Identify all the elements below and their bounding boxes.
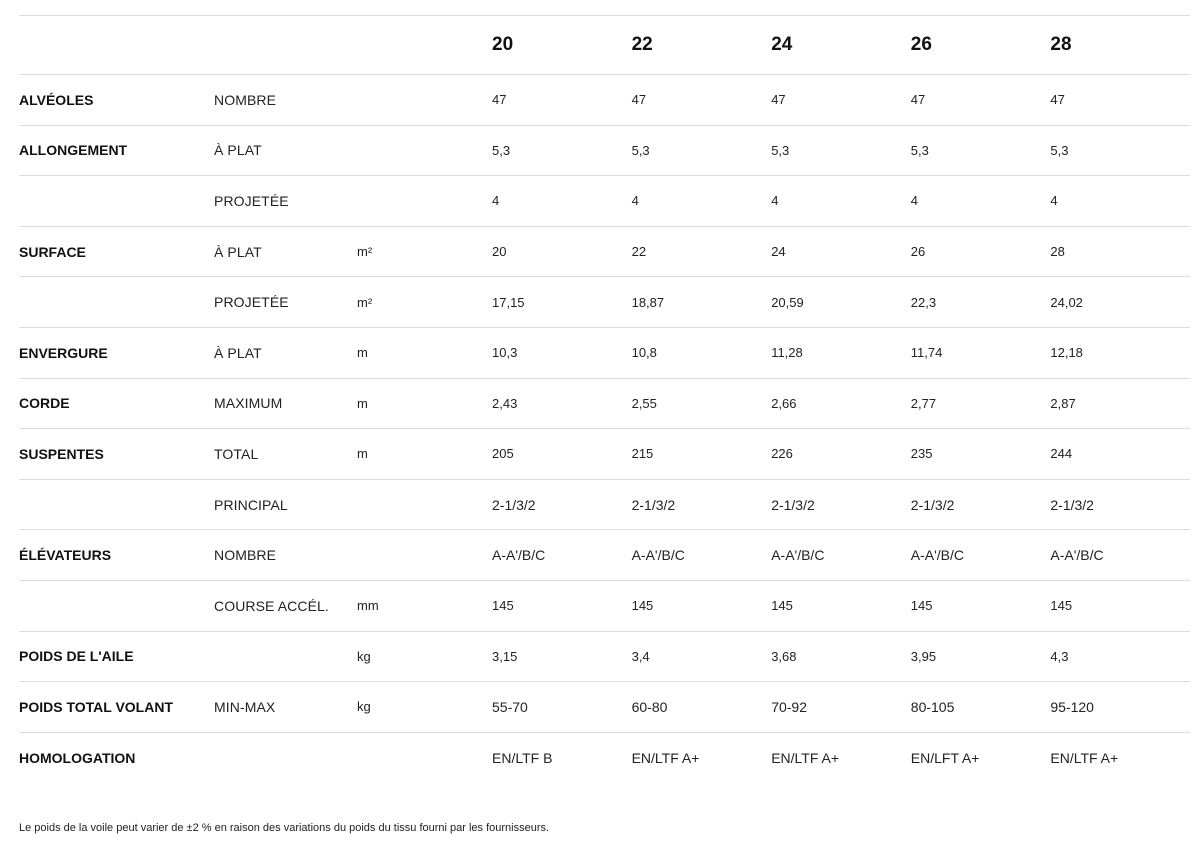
size-header-row <box>19 16 1190 75</box>
value-cell: 24 <box>771 244 786 260</box>
table-row <box>19 277 1190 328</box>
value-cell: 2-1/3/2 <box>1050 496 1094 513</box>
value-cell: 22 <box>631 244 647 260</box>
value-cell: 17,15 <box>492 294 525 310</box>
value-cell: 2-1/3/2 <box>771 496 815 513</box>
table-row <box>19 479 1190 530</box>
value-cell: 205 <box>492 446 514 462</box>
row-label <box>19 580 214 631</box>
value-cell: 5,3 <box>631 142 650 158</box>
row-label: ALLONGEMENT <box>19 142 128 159</box>
value-cell: EN/LTF A+ <box>771 749 840 766</box>
value-cell: 2,55 <box>631 395 657 411</box>
row-unit: m <box>357 446 368 462</box>
row-label <box>19 176 214 227</box>
row-sublabel <box>214 732 357 783</box>
value-cell: 5,3 <box>771 142 790 158</box>
value-cell: 145 <box>1050 598 1073 614</box>
value-cell: 60-80 <box>631 698 668 715</box>
value-cell: 4,3 <box>1050 648 1069 664</box>
value-cell: 4 <box>771 193 779 209</box>
value-cell: 47 <box>910 92 926 108</box>
size-header: 28 <box>1050 34 1072 55</box>
value-cell: 55-70 <box>492 698 528 715</box>
value-cell: 11,28 <box>771 345 803 361</box>
value-cell: 70-92 <box>771 698 807 715</box>
row-label: POIDS DE L'AILE <box>19 648 134 665</box>
row-label: CORDE <box>19 395 70 412</box>
row-unit: kg <box>357 699 371 715</box>
row-sublabel: À PLAT <box>214 344 262 361</box>
row-label: HOMOLOGATION <box>19 749 136 766</box>
value-cell: 244 <box>1050 446 1073 462</box>
value-cell: 2-1/3/2 <box>910 496 955 513</box>
value-cell: EN/LTF A+ <box>631 749 700 766</box>
value-cell: 10,3 <box>492 345 518 361</box>
table-row <box>19 226 1190 277</box>
row-label: ÉLÉVATEURS <box>19 547 112 564</box>
row-unit: m² <box>357 244 373 260</box>
row-label <box>19 277 214 328</box>
value-cell: 4 <box>492 193 500 209</box>
row-unit <box>357 530 492 581</box>
row-sublabel: COURSE ACCÉL. <box>214 597 329 614</box>
size-header: 22 <box>631 34 653 55</box>
value-cell: A-A'/B/C <box>631 547 685 564</box>
value-cell: 2-1/3/2 <box>492 496 536 513</box>
value-cell: 215 <box>631 446 654 462</box>
row-unit <box>357 479 492 530</box>
table-row <box>19 631 1190 682</box>
value-cell: 20,59 <box>771 294 804 310</box>
row-unit: m² <box>357 294 373 310</box>
value-cell: 26 <box>910 244 926 260</box>
row-sublabel: NOMBRE <box>214 91 277 108</box>
value-cell: 235 <box>910 446 933 462</box>
specifications-table <box>19 15 1190 783</box>
row-label: POIDS TOTAL VOLANT <box>19 698 174 715</box>
row-sublabel: MAXIMUM <box>214 395 283 412</box>
value-cell: 12,18 <box>1050 345 1083 361</box>
size-header: 20 <box>492 34 514 55</box>
value-cell: A-A'/B/C <box>1050 547 1104 564</box>
value-cell: 47 <box>771 92 786 108</box>
value-cell: 226 <box>771 446 793 462</box>
value-cell: EN/LFT A+ <box>910 749 980 766</box>
row-label <box>19 479 214 530</box>
value-cell: 20 <box>492 244 507 260</box>
value-cell: 24,02 <box>1050 294 1083 310</box>
value-cell: 28 <box>1050 244 1065 260</box>
value-cell: EN/LTF A+ <box>1050 749 1119 766</box>
row-sublabel: NOMBRE <box>214 547 277 564</box>
value-cell: 3,4 <box>631 648 650 664</box>
row-sublabel: À PLAT <box>214 243 262 260</box>
row-label: ALVÉOLES <box>19 91 94 108</box>
row-unit <box>357 125 492 176</box>
row-label: SUSPENTES <box>19 445 104 462</box>
table-row <box>19 176 1190 227</box>
row-sublabel: PROJETÉE <box>214 192 289 209</box>
value-cell: 4 <box>910 193 919 209</box>
value-cell: 47 <box>492 92 507 108</box>
table-row <box>19 732 1190 783</box>
value-cell: 22,3 <box>910 294 937 310</box>
row-sublabel: TOTAL <box>214 445 259 462</box>
size-header: 26 <box>910 34 932 55</box>
table-row <box>19 75 1190 126</box>
row-sublabel: À PLAT <box>214 142 262 159</box>
value-cell: 3,15 <box>492 648 518 664</box>
value-cell: 47 <box>1050 92 1065 108</box>
row-label: SURFACE <box>19 243 86 260</box>
value-cell: 10,8 <box>631 345 657 361</box>
row-sublabel <box>214 631 357 682</box>
value-cell: 18,87 <box>631 294 665 310</box>
row-label: ENVERGURE <box>19 344 108 361</box>
row-unit <box>357 732 492 783</box>
value-cell: EN/LTF B <box>492 749 553 766</box>
value-cell: 4 <box>1050 193 1058 209</box>
table-row <box>19 327 1190 378</box>
value-cell: 2,77 <box>910 395 937 411</box>
footnote: Le poids de la voile peut varier de ±2 % en raison des variations du poids du tissu fourni par les fournisseurs. <box>19 822 550 834</box>
table-row <box>19 429 1190 480</box>
table-row <box>19 378 1190 429</box>
value-cell: 145 <box>631 598 654 614</box>
row-sublabel: MIN-MAX <box>214 698 276 715</box>
value-cell: A-A'/B/C <box>910 547 965 564</box>
value-cell: 5,3 <box>492 142 511 158</box>
value-cell: 2,43 <box>492 395 518 411</box>
value-cell: 145 <box>910 598 933 614</box>
value-cell: 5,3 <box>910 142 929 158</box>
value-cell: 145 <box>492 598 514 614</box>
value-cell: 3,68 <box>771 648 797 664</box>
value-cell: 2,66 <box>771 395 797 411</box>
value-cell: 3,95 <box>910 648 937 664</box>
value-cell: A-A'/B/C <box>771 547 825 564</box>
row-sublabel: PROJETÉE <box>214 294 289 311</box>
row-unit: m <box>357 395 368 411</box>
value-cell: 11,74 <box>910 345 943 361</box>
table-row <box>19 530 1190 581</box>
value-cell: 4 <box>631 193 639 209</box>
value-cell: 2,87 <box>1050 395 1076 411</box>
value-cell: A-A'/B/C <box>492 547 546 564</box>
value-cell: 47 <box>631 92 647 108</box>
table-row <box>19 580 1190 631</box>
value-cell: 145 <box>771 598 793 614</box>
value-cell: 5,3 <box>1050 142 1069 158</box>
row-unit <box>357 176 492 227</box>
row-unit: kg <box>357 648 371 664</box>
row-unit: m <box>357 345 368 361</box>
row-unit: mm <box>357 598 379 614</box>
value-cell: 95-120 <box>1050 698 1094 715</box>
specifications-body <box>19 75 1190 783</box>
value-cell: 80-105 <box>910 698 955 715</box>
row-sublabel: PRINCIPAL <box>214 496 288 513</box>
row-unit <box>357 75 492 126</box>
table-row <box>19 125 1190 176</box>
size-header: 24 <box>771 34 793 55</box>
value-cell: 2-1/3/2 <box>631 496 676 513</box>
table-row <box>19 682 1190 733</box>
